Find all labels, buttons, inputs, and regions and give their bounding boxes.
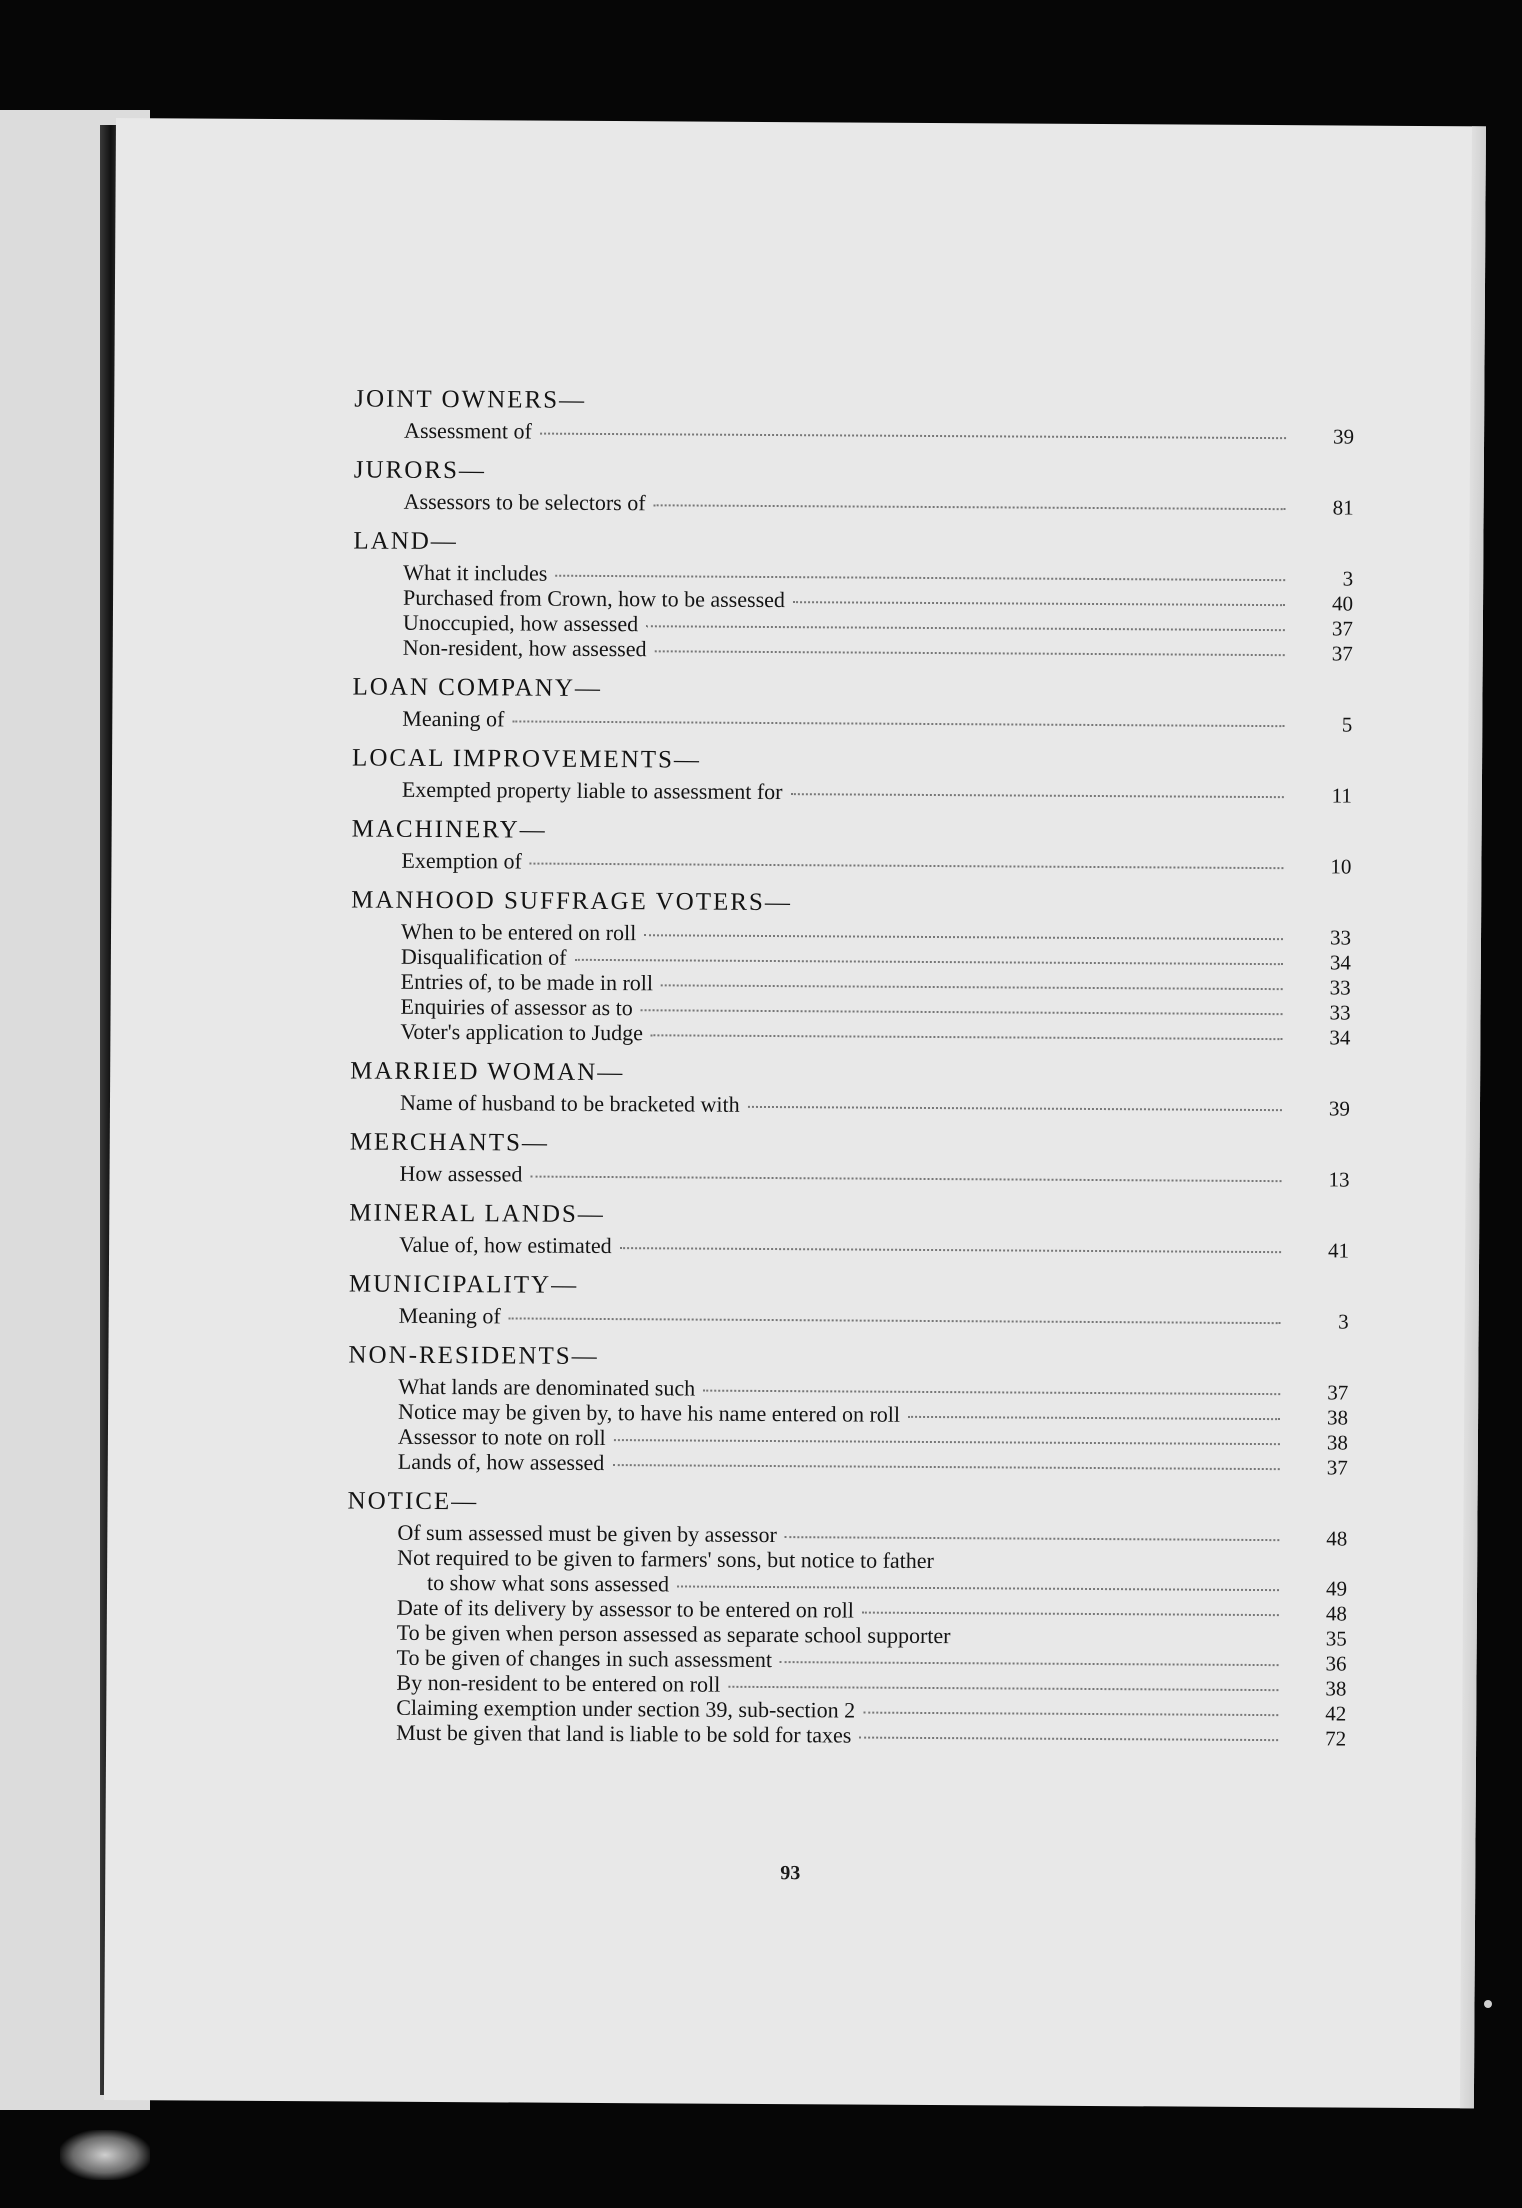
entry-text: Date of its delivery by assessor to be entered on roll [396, 1594, 854, 1623]
index-entry [353, 634, 1353, 665]
index-list [346, 381, 1354, 1760]
entry-page-number: 72 [1325, 1726, 1347, 1751]
dot-leader [620, 1246, 1281, 1253]
entry-page-number: 48 [1325, 1601, 1347, 1626]
dot-leader [530, 862, 1284, 870]
entry-text: Exemption of [401, 847, 522, 874]
dot-leader [540, 432, 1286, 440]
entry-page-number: 10 [1330, 854, 1352, 879]
dot-leader [530, 1175, 1281, 1183]
entry-text: Not required to be given to farmers' sons, but notice to father [397, 1544, 934, 1574]
index-entry [352, 776, 1352, 807]
dot-leader [651, 1033, 1283, 1040]
entry-text: Lands of, how assessed [397, 1448, 605, 1476]
section-heading: MACHINERY— [351, 815, 547, 844]
entry-text: Exempted property liable to assessment for [401, 776, 783, 805]
entry-page-number: 49 [1325, 1576, 1348, 1601]
entry-page-number: 37 [1331, 616, 1353, 641]
index-section [346, 1483, 1348, 1750]
section-heading: NON-RESIDENTS— [348, 1341, 599, 1370]
entry-text: When to be entered on roll [400, 918, 637, 946]
entry-text: Claiming exemption under section 39, sub-section 2 [396, 1694, 856, 1723]
entry-page-number: 3 [1338, 1309, 1349, 1334]
entry-page-number: 37 [1331, 641, 1353, 666]
index-section [350, 882, 1351, 1049]
entry-page-number: 36 [1325, 1651, 1347, 1676]
section-heading: LAND— [353, 527, 458, 556]
entry-text: Of sum assessed must be given by assessor [397, 1519, 777, 1548]
entry-text: Enquiries of assessor as to [400, 993, 633, 1021]
entry-page-number: 13 [1328, 1167, 1350, 1192]
entry-page-number: 41 [1328, 1238, 1350, 1263]
dot-leader [641, 1008, 1283, 1015]
dot-leader [512, 719, 1284, 727]
entry-text: By non-resident to be entered on roll [396, 1669, 721, 1697]
index-entry [349, 1231, 1349, 1262]
index-section [349, 1124, 1349, 1191]
index-section [349, 1195, 1349, 1262]
entry-page-number: 48 [1326, 1526, 1348, 1551]
entry-page-number: 3 [1342, 566, 1354, 591]
index-section [351, 811, 1351, 878]
index-entry [346, 1719, 1346, 1750]
entry-page-number: 37 [1327, 1380, 1349, 1405]
entry-page-number: 34 [1329, 950, 1351, 975]
index-entry [350, 1089, 1350, 1120]
index-section [349, 1266, 1349, 1333]
entry-text: Entries of, to be made in roll [400, 968, 654, 996]
index-entry [352, 705, 1352, 736]
section-heading: MINERAL LANDS— [349, 1199, 605, 1229]
entry-text: Unoccupied, how assessed [402, 609, 639, 637]
dot-leader [655, 649, 1285, 656]
entry-page-number: 38 [1327, 1405, 1349, 1430]
entry-text: To be given of changes in such assessment [396, 1644, 773, 1673]
scan-artifact [60, 2130, 150, 2180]
dot-leader [780, 1660, 1279, 1666]
dot-leader [959, 1638, 1279, 1641]
dot-leader [555, 574, 1285, 581]
entry-page-number: 39 [1328, 1096, 1351, 1121]
entry-text: Assessor to note on roll [397, 1423, 606, 1451]
index-entry [349, 1160, 1349, 1191]
entry-text: Meaning of [402, 705, 505, 732]
index-entry [350, 1018, 1350, 1049]
entry-text: Purchased from Crown, how to be assessed [403, 584, 786, 613]
index-entry [354, 488, 1354, 519]
entry-text: Non-resident, how assessed [402, 634, 647, 662]
entry-text: Disqualification of [400, 943, 567, 970]
entry-page-number: 38 [1325, 1676, 1347, 1701]
section-heading: LOAN COMPANY— [352, 673, 603, 702]
dot-leader [574, 958, 1282, 965]
entry-page-number: 11 [1331, 783, 1352, 808]
entry-page-number: 39 [1333, 424, 1355, 449]
dot-leader [908, 1415, 1280, 1420]
dot-leader [942, 1563, 1279, 1566]
index-section [354, 452, 1354, 519]
entry-text: What it includes [403, 559, 548, 586]
scan-speck [1484, 2000, 1492, 2008]
dot-leader [785, 1535, 1280, 1541]
dot-leader [863, 1711, 1278, 1717]
section-heading: JOINT OWNERS— [354, 385, 587, 414]
dot-leader [728, 1685, 1278, 1691]
section-heading: LOCAL IMPROVEMENTS— [352, 744, 702, 774]
entry-page-number: 35 [1325, 1626, 1347, 1651]
dot-leader [644, 933, 1283, 940]
entry-page-number: 33 [1329, 1000, 1351, 1025]
entry-text: Meaning of [398, 1302, 501, 1329]
dot-leader [646, 624, 1285, 631]
entry-text: Value of, how estimated [399, 1231, 612, 1259]
dot-leader [862, 1611, 1279, 1617]
section-heading: MUNICIPALITY— [348, 1270, 579, 1299]
section-heading: MANHOOD SUFFRAGE VOTERS— [351, 886, 792, 917]
entry-page-number: 5 [1341, 712, 1353, 737]
section-heading: NOTICE— [347, 1487, 479, 1516]
dot-leader [614, 1438, 1280, 1445]
entry-page-number: 37 [1326, 1455, 1348, 1480]
entry-text: Assessment of [404, 417, 532, 444]
entry-text: Must be given that land is liable to be sold for taxes [396, 1719, 852, 1748]
index-section [352, 740, 1352, 807]
dot-leader [703, 1389, 1280, 1396]
entry-text: To be given when person assessed as separate school supporter [396, 1619, 951, 1649]
entry-text: Notice may be given by, to have his name entered on roll [398, 1398, 901, 1427]
entry-page-number: 38 [1326, 1430, 1349, 1455]
entry-text: Voter's application to Judge [400, 1018, 643, 1046]
index-section [353, 523, 1354, 665]
section-heading: JURORS— [353, 456, 487, 485]
entry-page-number: 42 [1325, 1701, 1347, 1726]
dot-leader [654, 503, 1286, 510]
dot-leader [612, 1463, 1279, 1470]
index-page [104, 118, 1486, 2108]
entry-page-number: 33 [1329, 925, 1352, 950]
entry-page-number: 33 [1329, 975, 1351, 1000]
dot-leader [509, 1316, 1281, 1324]
entry-page-number: 34 [1329, 1025, 1351, 1050]
index-entry [349, 1302, 1349, 1333]
section-heading: MERCHANTS— [349, 1128, 550, 1157]
entry-text: Name of husband to be bracketed with [399, 1089, 740, 1117]
entry-text: What lands are denominated such [398, 1373, 696, 1401]
entry-page-number: 81 [1332, 495, 1354, 520]
index-section [350, 1053, 1350, 1120]
entry-text: to show what sons assessed [426, 1569, 670, 1597]
index-entry [348, 1448, 1348, 1479]
dot-leader [677, 1584, 1279, 1591]
entry-text: Assessors to be selectors of [403, 488, 646, 516]
section-heading: MARRIED WOMAN— [350, 1057, 625, 1087]
entry-text: How assessed [399, 1160, 523, 1187]
dot-leader [748, 1105, 1282, 1111]
dot-leader [859, 1736, 1278, 1742]
index-section [354, 381, 1354, 448]
index-section [352, 669, 1352, 736]
index-entry [354, 417, 1354, 448]
dot-leader [661, 983, 1283, 990]
dot-leader [793, 600, 1285, 606]
index-entry [351, 847, 1351, 878]
index-section [348, 1337, 1349, 1479]
dot-leader [791, 792, 1284, 798]
entry-page-number: 40 [1331, 591, 1354, 616]
page-number: 93 [780, 1862, 801, 1885]
